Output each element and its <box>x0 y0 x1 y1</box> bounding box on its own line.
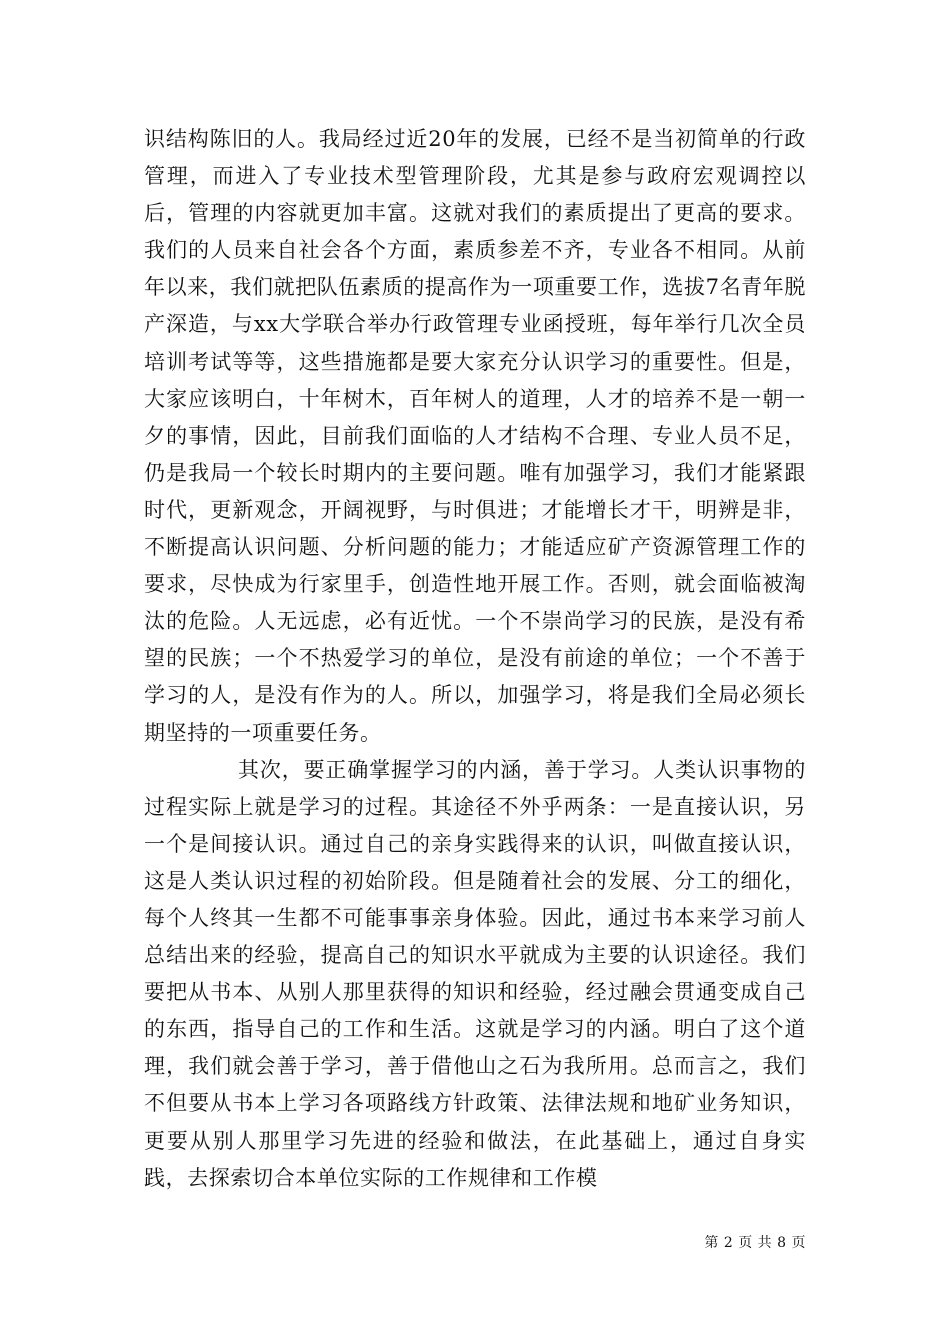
page-number-footer: 第 2 页 共 8 页 <box>704 1235 806 1251</box>
paragraph-1: 识结构陈旧的人。我局经过近20年的发展，已经不是当初简单的行政管理，而进入了专业技术型管理阶段，尤其是参与政府宏观调控以后，管理的内容就更加丰富。这就对我们的素质提出了更高的要求。我们的人员来自社会各个方面，素质参差不齐，专业各不相同。从前年以来，我们就把队伍素质的提高作为一项重要工作，选拔7名青年脱产深造，与xx大学联合举办行政管理专业函授班，每年举行几次全员培训考试等等，这些措施都是要大家充分认识学习的重要性。但是，大家应该明白，十年树木，百年树人的道理，人才的培养不是一朝一夕的事情，因此，目前我们面临的人才结构不合理、专业人员不足，仍是我局一个较长时期内的主要问题。唯有加强学习，我们才能紧跟时代，更新观念，开阔视野，与时俱进；才能增长才干，明辨是非，不断提高认识问题、分析问题的能力；才能适应矿产资源管理工作的要求，尽快成为行家里手，创造性地开展工作。否则，就会面临被淘汰的危险。人无远虑，必有近忧。一个不崇尚学习的民族，是没有希望的民族；一个不热爱学习的单位，是没有前途的单位；一个不善于学习的人，是没有作为的人。所以，加强学习，将是我们全局必须长期坚持的一项重要任务。 <box>144 127 806 745</box>
document-body <box>144 121 806 1197</box>
paragraph-2: 其次，要正确掌握学习的内涵，善于学习。人类认识事物的过程实际上就是学习的过程。其途径不外乎两条：一是直接认识，另一个是间接认识。通过自己的亲身实践得来的认识，叫做直接认识，这是人类认识过程的初始阶段。但是随着社会的发展、分工的细化，每个人终其一生都不可能事事亲身体验。因此，通过书本来学习前人总结出来的经验，提高自己的知识水平就成为主要的认识途径。我们要把从书本、从别人那里获得的知识和经验，经过融会贯通变成自己的东西，指导自己的工作和生活。这就是学习的内涵。明白了这个道理，我们就会善于学习，善于借他山之石为我所用。总而言之，我们不但要从书本上学习各项路线方针政策、法律法规和地矿业务知识，更要从别人那里学习先进的经验和做法，在此基础上，通过自身实践，去探索切合本单位实际的工作规律和工作模 <box>144 757 806 1190</box>
